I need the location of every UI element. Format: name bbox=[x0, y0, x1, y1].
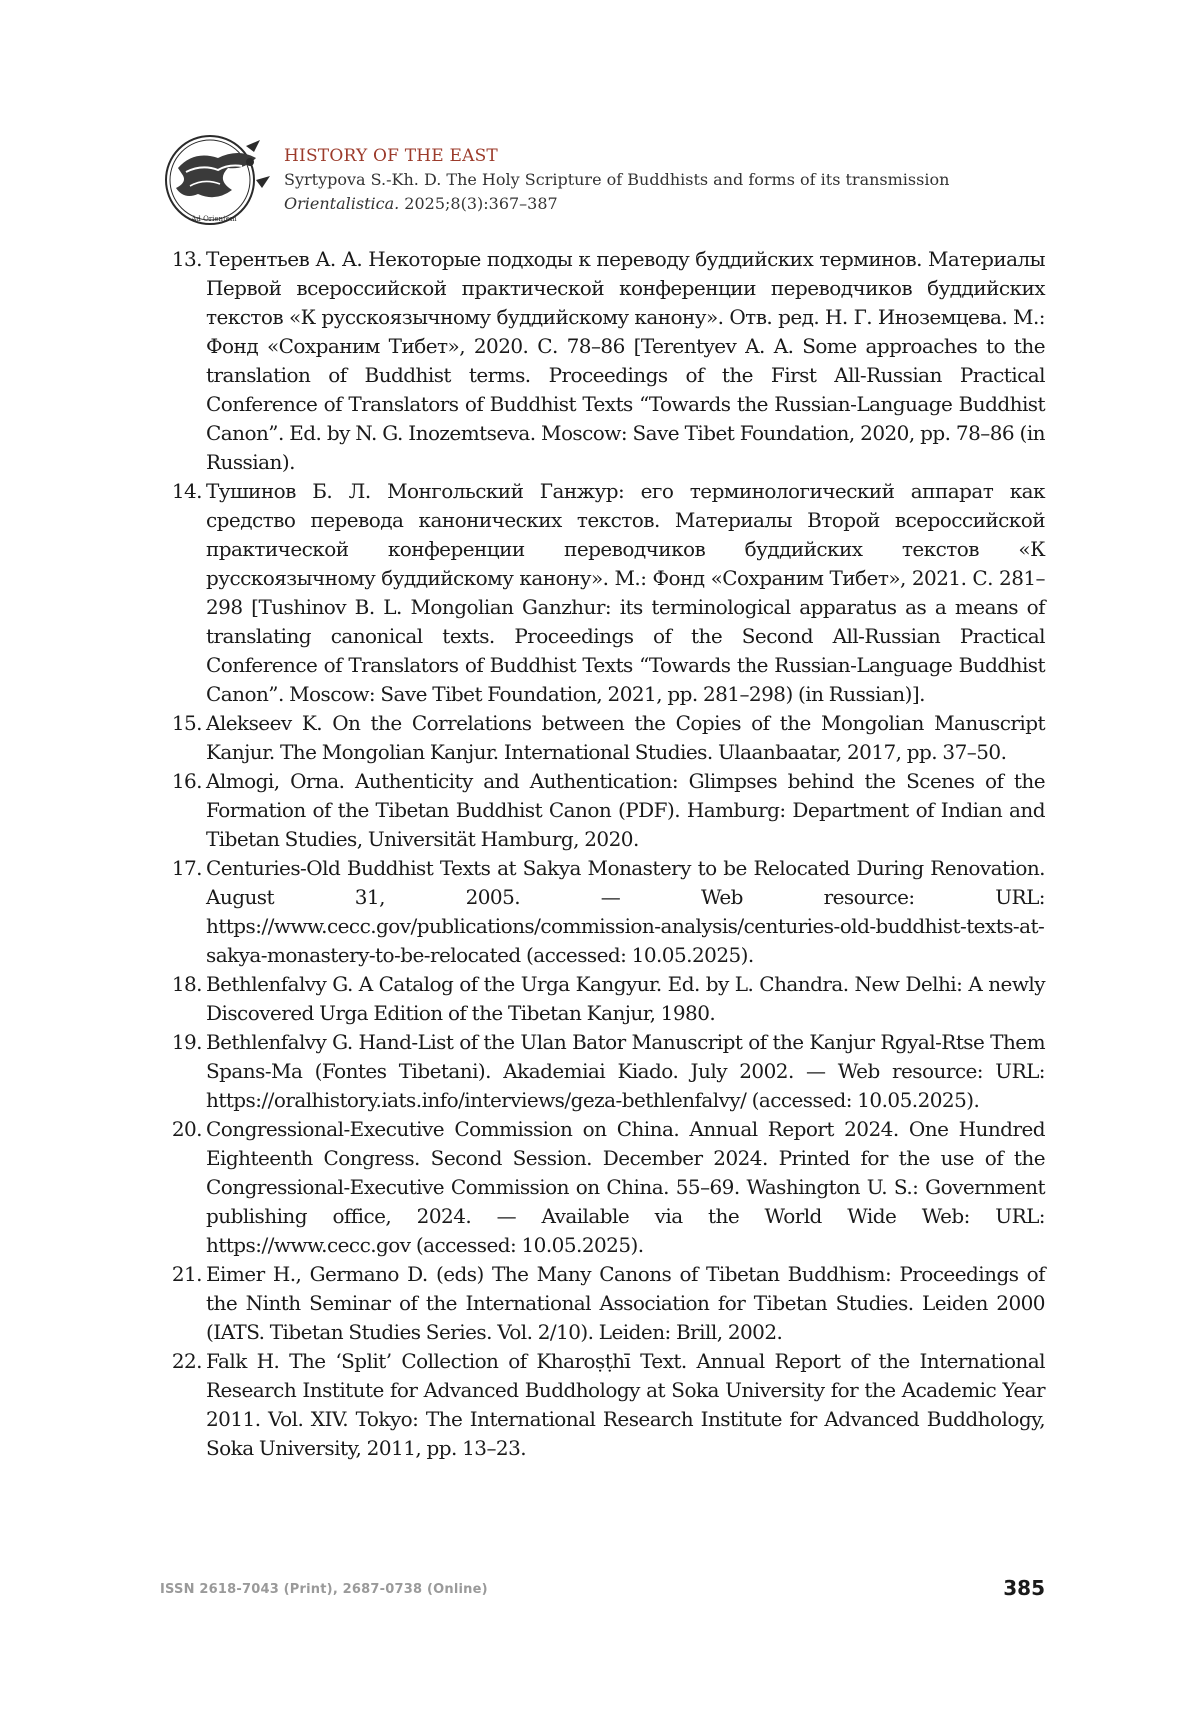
reference-number: 17. bbox=[171, 856, 202, 880]
reference-item bbox=[160, 1028, 1045, 1115]
reference-number: 16. bbox=[171, 769, 202, 793]
reference-text: Терентьев А. А. Некоторые подходы к переводу буддийских терминов. Материалы Первой всероссийской практической конференции переводчиков буддийских текстов «К русскоязычному буддийскому канону». Отв. ред. Н. Г. Иноземцева. М.: Фонд «Сохраним Тибет», 2020. С. 78–86 [Terentyev A. A. Some approaches to the translation of Buddhist terms. Proceedings of the First All-Russian Practical Conference of Translators of Buddhist Texts “Towards the Russian-Language Buddhist Canon”. Ed. by N. G. Inozemtseva. Moscow: Save Tibet Foundation, 2020, pp. 78–86 (in Russian). bbox=[206, 247, 1045, 474]
reference-list bbox=[160, 245, 1045, 1463]
reference-number: 22. bbox=[171, 1349, 202, 1373]
reference-item bbox=[160, 970, 1045, 1028]
reference-text: Тушинов Б. Л. Монгольский Ганжур: его терминологический аппарат как средство перевода канонических текстов. Материалы Второй всероссийской практической конференции переводчиков буддийских текстов «К русскоязычному буддийскому канону». М.: Фонд «Сохраним Тибет», 2021. С. 281–298 [Tushinov B. L. Mongolian Ganzhur: its terminological apparatus as a means of translating canonical texts. Proceedings of the Second All-Russian Practical Conference of Translators of Buddhist Texts “Towards the Russian-Language Buddhist Canon”. Moscow: Save Tibet Foundation, 2021, pp. 281–298) (in Russian)]. bbox=[206, 479, 1045, 706]
citation-details: 2025;8(3):367–387 bbox=[399, 194, 558, 213]
reference-number: 20. bbox=[171, 1117, 202, 1141]
reference-number: 13. bbox=[171, 247, 202, 271]
reference-item bbox=[160, 709, 1045, 767]
reference-number: 18. bbox=[171, 972, 202, 996]
page-header bbox=[158, 126, 1058, 228]
reference-text: Eimer H., Germano D. (eds) The Many Canons of Tibetan Buddhism: Proceedings of the Ninth Seminar of the International Association for Tibetan Studies. Leiden 2000 (IATS. Tibetan Studies Series. Vol. 2/10). Leiden: Brill, 2002. bbox=[206, 1262, 1045, 1344]
reference-item bbox=[160, 1347, 1045, 1463]
reference-text: Bethlenfalvy G. Hand-List of the Ulan Bator Manuscript of the Kanjur Rgyal-Rtse Them Spans-Ma (Fontes Tibetani). Akademiai Kiado. July 2002. — Web resource: URL: https://oralhistory.iats.info/interviews/geza-bethlenfalvy/ (accessed: 10.05.2025). bbox=[206, 1030, 1045, 1112]
logo-text: Ad Orientem bbox=[191, 215, 237, 223]
citation bbox=[284, 192, 1064, 216]
journal-section-title: HISTORY OF THE EAST bbox=[284, 146, 498, 166]
reference-item bbox=[160, 767, 1045, 854]
header-text bbox=[284, 144, 1064, 216]
reference-item bbox=[160, 1115, 1045, 1260]
reference-text: Bethlenfalvy G. A Catalog of the Urga Kangyur. Ed. by L. Chandra. New Delhi: A newly Discovered Urga Edition of the Tibetan Kanjur, 1980. bbox=[206, 972, 1045, 1025]
reference-text: Falk H. The ‘Split’ Collection of Kharoṣṭhī Text. Annual Report of the International Research Institute for Advanced Buddhology at Soka University for the Academic Year 2011. Vol. XIV. Tokyo: The International Research Institute for Advanced Buddhology, Soka University, 2011, pp. 13–23. bbox=[206, 1349, 1045, 1460]
page-footer bbox=[160, 1576, 1045, 1606]
reference-item bbox=[160, 854, 1045, 970]
reference-text: Centuries-Old Buddhist Texts at Sakya Monastery to be Relocated During Renovation. August 31, 2005. — Web resource: URL: https://www.cecc.gov/publications/commission-analysis/centuries-old-buddhist-texts-at-sakya-monastery-to-be-relocated (accessed: 10.05.2025). bbox=[206, 856, 1045, 967]
article-reference: Syrtypova S.-Kh. D. The Holy Scripture of Buddhists and forms of its transmission bbox=[284, 170, 950, 189]
reference-text: Almogi, Orna. Authenticity and Authentication: Glimpses behind the Scenes of the Formation of the Tibetan Buddhist Canon (PDF). Hamburg: Department of Indian and Tibetan Studies, Universität Hamburg, 2020. bbox=[206, 769, 1045, 851]
reference-text: Alekseev K. On the Correlations between the Copies of the Mongolian Manuscript Kanjur. The Mongolian Kanjur. International Studies. Ulaanbaatar, 2017, pp. 37–50. bbox=[206, 711, 1045, 764]
reference-item bbox=[160, 477, 1045, 709]
reference-number: 19. bbox=[171, 1030, 202, 1054]
reference-item bbox=[160, 245, 1045, 477]
issn: ISSN 2618-7043 (Print), 2687-0738 (Online) bbox=[160, 1582, 488, 1597]
page-number: 385 bbox=[1003, 1576, 1045, 1600]
reference-text: Congressional-Executive Commission on China. Annual Report 2024. One Hundred Eighteenth Congress. Second Session. December 2024. Printed for the use of the Congressional-Executive Commission on China. 55–69. Washington U. S.: Government publishing office, 2024. — Available via the World Wide Web: URL: https://www.cecc.gov (accessed: 10.05.2025). bbox=[206, 1117, 1045, 1257]
reference-number: 15. bbox=[171, 711, 202, 735]
reference-number: 14. bbox=[171, 479, 202, 503]
journal-logo bbox=[158, 128, 274, 228]
journal-title: Orientalistica. bbox=[284, 194, 400, 213]
reference-number: 21. bbox=[171, 1262, 202, 1286]
reference-item bbox=[160, 1260, 1045, 1347]
